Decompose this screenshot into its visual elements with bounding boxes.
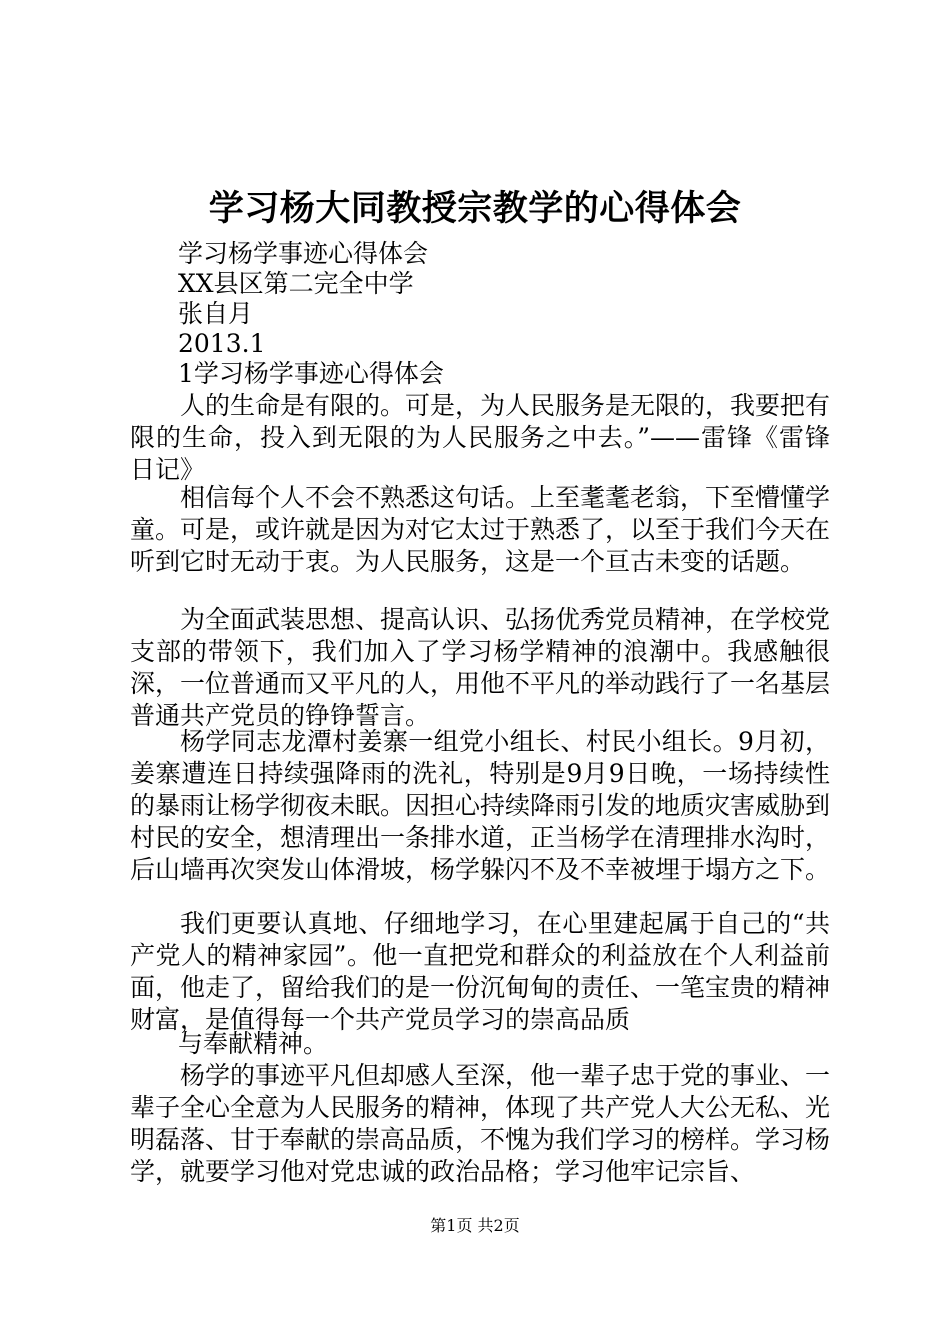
paragraph-dedication: 与奉献精神。 <box>178 1029 329 1058</box>
paragraph-example: 杨学的事迹平凡但却感人至深，他一辈子忠于党的事业、一辈子全心全意为人民服务的精神，体现了共产党人大公无私、光明磊落、甘于奉献的崇高品质，不愧为我们学习的榜样。学习杨学，就要学习他对党忠诚的政治品格；学习他牢记宗旨、 <box>130 1061 831 1186</box>
meta-date: 2013.1 <box>178 329 266 358</box>
meta-subtitle: 学习杨学事迹心得体会 <box>178 239 429 268</box>
paragraph-deeds: 杨学同志龙潭村姜寨一组党小组长、村民小组长。9月初，姜寨遭连日持续强降雨的洗礼，特别是9月9日晚，一场持续性的暴雨让杨学彻夜未眠。因担心持续降雨引发的地质灾害威胁到村民的安全，想清理出一条排水道，正当杨学在清理排水沟时，后山墙再次突发山体滑坡，杨学躲闪不及不幸被埋于塌方之下。 <box>130 727 831 884</box>
meta-author: 张自月 <box>178 299 254 328</box>
page-number-footer: 第1页 共2页 <box>430 1216 520 1235</box>
paragraph-quote: 人的生命是有限的。可是，为人民服务是无限的，我要把有限的生命，投入到无限的为人民服务之中去。”——雷锋《雷锋日记》 <box>130 391 831 484</box>
paragraph-learn: 我们更要认真地、仔细地学习，在心里建起属于自己的“共产党人的精神家园”。他一直把党和群众的利益放在个人利益前面，他走了，留给我们的是一份沉甸甸的责任、一笔宝贵的精神财富，是值得每一个共产党员学习的崇高品质 <box>130 909 831 1034</box>
paragraph-familiar: 相信每个人不会不熟悉这句话。上至耄耄老翁，下至懵懂学童。可是，或许就是因为对它太过于熟悉了，以至于我们今天在听到它时无动于衷。为人民服务，这是一个亘古未变的话题。 <box>130 483 831 576</box>
meta-school: XX县区第二完全中学 <box>178 269 414 298</box>
document-title: 学习杨大同教授宗教学的心得体会 <box>208 188 742 229</box>
paragraph-study-spirit: 为全面武装思想、提高认识、弘扬优秀党员精神，在学校党支部的带领下，我们加入了学习杨学精神的浪潮中。我感触很深，一位普通而又平凡的人，用他不平凡的举动践行了一名基层普通共产党员的铮铮誓言。 <box>130 605 831 730</box>
meta-section-heading: 1学习杨学事迹心得体会 <box>178 359 444 388</box>
